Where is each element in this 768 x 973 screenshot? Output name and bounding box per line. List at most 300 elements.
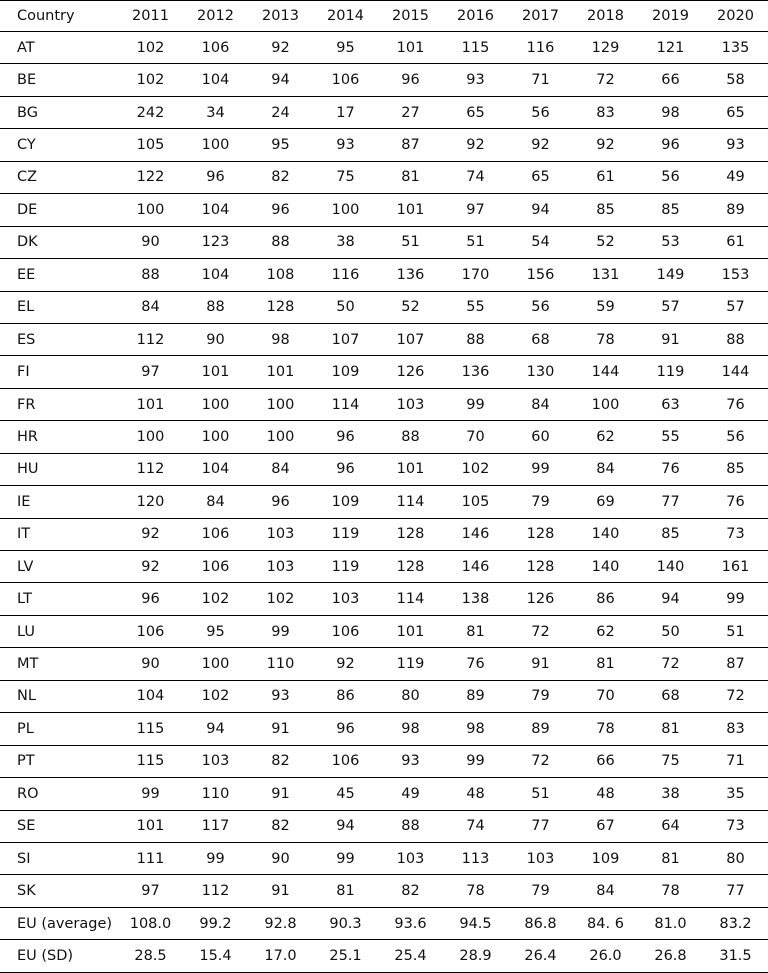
column-header-year: 2020 <box>717 8 754 24</box>
value-cell: 105 <box>136 137 165 154</box>
value-cell: 70 <box>596 688 615 705</box>
table-row <box>0 421 768 453</box>
value-cell: 82 <box>271 753 290 770</box>
value-cell: 95 <box>271 137 290 154</box>
value-cell: 153 <box>721 266 750 283</box>
value-cell: 101 <box>396 623 425 640</box>
value-cell: 75 <box>336 169 355 186</box>
value-cell: 98 <box>271 331 290 348</box>
table-row <box>0 486 768 518</box>
country-cell: SE <box>17 818 36 835</box>
value-cell: 79 <box>531 688 550 705</box>
value-cell: 52 <box>596 234 615 251</box>
value-cell: 84 <box>596 461 615 478</box>
value-cell: 92 <box>271 39 290 56</box>
value-cell: 102 <box>201 688 230 705</box>
value-cell: 103 <box>396 396 425 413</box>
value-cell: 90.3 <box>329 915 362 932</box>
table-row <box>0 259 768 291</box>
value-cell: 77 <box>531 818 550 835</box>
value-cell: 63 <box>661 396 680 413</box>
country-cell: ES <box>17 331 36 348</box>
value-cell: 50 <box>336 299 355 316</box>
value-cell: 101 <box>266 364 295 381</box>
value-cell: 97 <box>466 201 485 218</box>
value-cell: 112 <box>136 461 165 478</box>
value-cell: 91 <box>271 785 290 802</box>
value-cell: 70 <box>466 428 485 445</box>
value-cell: 116 <box>526 39 555 56</box>
country-cell: EE <box>17 266 36 283</box>
country-cell: IT <box>17 526 31 543</box>
table-row <box>0 518 768 550</box>
value-cell: 92 <box>336 656 355 673</box>
country-cell: IE <box>17 493 31 510</box>
value-cell: 89 <box>531 720 550 737</box>
country-cell: EL <box>17 299 35 316</box>
value-cell: 96 <box>336 720 355 737</box>
value-cell: 90 <box>141 656 160 673</box>
table-row <box>0 96 768 128</box>
value-cell: 90 <box>141 234 160 251</box>
value-cell: 26.0 <box>589 947 622 964</box>
value-cell: 108 <box>266 266 295 283</box>
value-cell: 144 <box>591 364 620 381</box>
value-cell: 51 <box>531 785 550 802</box>
value-cell: 94 <box>531 201 550 218</box>
value-cell: 119 <box>331 558 360 575</box>
value-cell: 96 <box>336 428 355 445</box>
value-cell: 72 <box>726 688 745 705</box>
table-row <box>0 356 768 388</box>
value-cell: 102 <box>136 39 165 56</box>
table-row <box>0 940 768 972</box>
table-row <box>0 842 768 874</box>
value-cell: 102 <box>136 72 165 89</box>
value-cell: 66 <box>596 753 615 770</box>
column-header-year: 2017 <box>522 8 559 24</box>
value-cell: 57 <box>661 299 680 316</box>
value-cell: 77 <box>726 883 745 900</box>
value-cell: 82 <box>271 818 290 835</box>
value-cell: 73 <box>726 526 745 543</box>
column-header-country: Country <box>17 8 75 24</box>
value-cell: 71 <box>726 753 745 770</box>
value-cell: 58 <box>726 72 745 89</box>
value-cell: 92 <box>141 526 160 543</box>
country-cell: EU (SD) <box>17 947 74 964</box>
value-cell: 56 <box>531 104 550 121</box>
country-cell: PL <box>17 720 34 737</box>
value-cell: 51 <box>466 234 485 251</box>
value-cell: 35 <box>726 785 745 802</box>
value-cell: 100 <box>266 428 295 445</box>
country-cell: CY <box>17 137 36 154</box>
value-cell: 123 <box>201 234 230 251</box>
value-cell: 109 <box>331 364 360 381</box>
value-cell: 69 <box>596 493 615 510</box>
value-cell: 94 <box>271 72 290 89</box>
value-cell: 84. 6 <box>587 915 624 932</box>
country-cell: EU (average) <box>17 915 113 932</box>
value-cell: 105 <box>461 493 490 510</box>
value-cell: 38 <box>661 785 680 802</box>
country-cell: DK <box>17 234 38 251</box>
value-cell: 108.0 <box>129 915 172 932</box>
value-cell: 103 <box>266 558 295 575</box>
value-cell: 79 <box>531 493 550 510</box>
value-cell: 100 <box>201 396 230 413</box>
value-cell: 93 <box>726 137 745 154</box>
value-cell: 31.5 <box>719 947 752 964</box>
value-cell: 98 <box>401 720 420 737</box>
value-cell: 59 <box>596 299 615 316</box>
value-cell: 52 <box>401 299 420 316</box>
value-cell: 27 <box>401 104 420 121</box>
value-cell: 96 <box>401 72 420 89</box>
value-cell: 138 <box>461 591 490 608</box>
value-cell: 130 <box>526 364 555 381</box>
value-cell: 76 <box>726 493 745 510</box>
value-cell: 100 <box>201 137 230 154</box>
value-cell: 81 <box>466 623 485 640</box>
value-cell: 51 <box>401 234 420 251</box>
value-cell: 73 <box>726 818 745 835</box>
country-cell: LT <box>17 591 32 608</box>
value-cell: 90 <box>271 850 290 867</box>
value-cell: 106 <box>136 623 165 640</box>
value-cell: 79 <box>531 883 550 900</box>
value-cell: 104 <box>201 201 230 218</box>
value-cell: 89 <box>466 688 485 705</box>
value-cell: 156 <box>526 266 555 283</box>
value-cell: 96 <box>336 461 355 478</box>
column-header-year: 2016 <box>457 8 494 24</box>
value-cell: 86 <box>336 688 355 705</box>
value-cell: 26.8 <box>654 947 687 964</box>
value-cell: 64 <box>661 818 680 835</box>
value-cell: 99 <box>466 753 485 770</box>
table-row <box>0 875 768 907</box>
value-cell: 100 <box>201 428 230 445</box>
value-cell: 106 <box>201 526 230 543</box>
value-cell: 97 <box>141 883 160 900</box>
value-cell: 56 <box>726 428 745 445</box>
value-cell: 93 <box>466 72 485 89</box>
value-cell: 98 <box>661 104 680 121</box>
value-cell: 65 <box>466 104 485 121</box>
column-header-year: 2018 <box>587 8 624 24</box>
value-cell: 100 <box>136 201 165 218</box>
value-cell: 87 <box>726 656 745 673</box>
value-cell: 74 <box>466 169 485 186</box>
value-cell: 88 <box>271 234 290 251</box>
value-cell: 96 <box>271 493 290 510</box>
value-cell: 74 <box>466 818 485 835</box>
value-cell: 95 <box>206 623 225 640</box>
value-cell: 101 <box>136 818 165 835</box>
value-cell: 128 <box>266 299 295 316</box>
value-cell: 93 <box>271 688 290 705</box>
value-cell: 93 <box>401 753 420 770</box>
value-cell: 98 <box>466 720 485 737</box>
value-cell: 78 <box>661 883 680 900</box>
value-cell: 93.6 <box>394 915 427 932</box>
value-cell: 119 <box>396 656 425 673</box>
value-cell: 112 <box>201 883 230 900</box>
country-cell: SK <box>17 883 36 900</box>
value-cell: 115 <box>461 39 490 56</box>
value-cell: 126 <box>396 364 425 381</box>
value-cell: 100 <box>136 428 165 445</box>
country-cell: FR <box>17 396 36 413</box>
value-cell: 128 <box>396 558 425 575</box>
value-cell: 102 <box>461 461 490 478</box>
value-cell: 146 <box>461 526 490 543</box>
value-cell: 51 <box>726 623 745 640</box>
value-cell: 104 <box>201 266 230 283</box>
country-cell: HU <box>17 461 39 478</box>
country-cell: SI <box>17 850 31 867</box>
value-cell: 102 <box>266 591 295 608</box>
value-cell: 103 <box>201 753 230 770</box>
value-cell: 101 <box>396 201 425 218</box>
value-cell: 68 <box>531 331 550 348</box>
value-cell: 60 <box>531 428 550 445</box>
value-cell: 88 <box>401 428 420 445</box>
value-cell: 54 <box>531 234 550 251</box>
value-cell: 103 <box>396 850 425 867</box>
value-cell: 68 <box>661 688 680 705</box>
country-cell: RO <box>17 785 39 802</box>
value-cell: 84 <box>596 883 615 900</box>
table-row <box>0 323 768 355</box>
value-cell: 106 <box>201 558 230 575</box>
value-cell: 83 <box>726 720 745 737</box>
value-cell: 242 <box>136 104 165 121</box>
value-cell: 92 <box>596 137 615 154</box>
value-cell: 129 <box>591 39 620 56</box>
value-cell: 131 <box>591 266 620 283</box>
value-cell: 75 <box>661 753 680 770</box>
value-cell: 102 <box>201 591 230 608</box>
value-cell: 83.2 <box>719 915 752 932</box>
value-cell: 126 <box>526 591 555 608</box>
value-cell: 128 <box>526 558 555 575</box>
table-row <box>0 713 768 745</box>
table-row <box>0 388 768 420</box>
value-cell: 84 <box>271 461 290 478</box>
value-cell: 92 <box>531 137 550 154</box>
value-cell: 93 <box>336 137 355 154</box>
value-cell: 92 <box>141 558 160 575</box>
value-cell: 96 <box>141 591 160 608</box>
value-cell: 17.0 <box>264 947 297 964</box>
value-cell: 38 <box>336 234 355 251</box>
value-cell: 25.4 <box>394 947 427 964</box>
value-cell: 88 <box>206 299 225 316</box>
value-cell: 78 <box>596 720 615 737</box>
value-cell: 82 <box>401 883 420 900</box>
table-row <box>0 453 768 485</box>
value-cell: 88 <box>141 266 160 283</box>
value-cell: 128 <box>396 526 425 543</box>
value-cell: 101 <box>201 364 230 381</box>
country-cell: MT <box>17 656 39 673</box>
value-cell: 99.2 <box>199 915 232 932</box>
value-cell: 107 <box>331 331 360 348</box>
value-cell: 106 <box>201 39 230 56</box>
value-cell: 99 <box>206 850 225 867</box>
value-cell: 77 <box>661 493 680 510</box>
value-cell: 140 <box>656 558 685 575</box>
value-cell: 80 <box>401 688 420 705</box>
value-cell: 121 <box>656 39 685 56</box>
value-cell: 114 <box>331 396 360 413</box>
table-row <box>0 32 768 64</box>
value-cell: 62 <box>596 623 615 640</box>
value-cell: 106 <box>331 72 360 89</box>
value-cell: 91 <box>531 656 550 673</box>
value-cell: 86 <box>596 591 615 608</box>
value-cell: 85 <box>596 201 615 218</box>
value-cell: 114 <box>396 493 425 510</box>
value-cell: 85 <box>661 201 680 218</box>
country-cell: BG <box>17 104 38 121</box>
value-cell: 114 <box>396 591 425 608</box>
value-cell: 92 <box>466 137 485 154</box>
value-cell: 50 <box>661 623 680 640</box>
column-header-year: 2012 <box>197 8 234 24</box>
value-cell: 99 <box>531 461 550 478</box>
value-cell: 110 <box>266 656 295 673</box>
value-cell: 122 <box>136 169 165 186</box>
country-cell: DE <box>17 201 38 218</box>
table-row <box>0 129 768 161</box>
table-row <box>0 551 768 583</box>
value-cell: 17 <box>336 104 355 121</box>
table-row <box>0 226 768 258</box>
country-cell: BE <box>17 72 37 89</box>
value-cell: 111 <box>136 850 165 867</box>
value-cell: 28.9 <box>459 947 492 964</box>
value-cell: 100 <box>266 396 295 413</box>
table-header <box>0 1 768 32</box>
value-cell: 83 <box>596 104 615 121</box>
value-cell: 115 <box>136 753 165 770</box>
value-cell: 88 <box>401 818 420 835</box>
value-cell: 94.5 <box>459 915 492 932</box>
table-row <box>0 810 768 842</box>
value-cell: 96 <box>661 137 680 154</box>
value-cell: 119 <box>331 526 360 543</box>
value-cell: 90 <box>206 331 225 348</box>
value-cell: 81 <box>336 883 355 900</box>
value-cell: 112 <box>136 331 165 348</box>
value-cell: 66 <box>661 72 680 89</box>
column-header-year: 2013 <box>262 8 299 24</box>
value-cell: 113 <box>461 850 490 867</box>
value-cell: 85 <box>661 526 680 543</box>
country-cell: HR <box>17 428 38 445</box>
value-cell: 94 <box>661 591 680 608</box>
table-row <box>0 778 768 810</box>
value-cell: 76 <box>466 656 485 673</box>
value-cell: 48 <box>466 785 485 802</box>
column-header-year: 2019 <box>652 8 689 24</box>
value-cell: 99 <box>726 591 745 608</box>
value-cell: 81 <box>401 169 420 186</box>
country-cell: FI <box>17 364 30 381</box>
value-cell: 65 <box>726 104 745 121</box>
country-cell: AT <box>17 39 35 56</box>
value-cell: 80 <box>726 850 745 867</box>
value-cell: 110 <box>201 785 230 802</box>
value-cell: 28.5 <box>134 947 167 964</box>
value-cell: 55 <box>661 428 680 445</box>
value-cell: 34 <box>206 104 225 121</box>
value-cell: 78 <box>466 883 485 900</box>
value-cell: 84 <box>141 299 160 316</box>
country-cell: LU <box>17 623 35 640</box>
value-cell: 57 <box>726 299 745 316</box>
value-cell: 56 <box>531 299 550 316</box>
value-cell: 119 <box>656 364 685 381</box>
table-row <box>0 648 768 680</box>
header-row <box>0 1 768 32</box>
value-cell: 89 <box>726 201 745 218</box>
value-cell: 106 <box>331 753 360 770</box>
value-cell: 76 <box>726 396 745 413</box>
value-cell: 78 <box>596 331 615 348</box>
value-cell: 135 <box>721 39 750 56</box>
value-cell: 117 <box>201 818 230 835</box>
value-cell: 149 <box>656 266 685 283</box>
value-cell: 144 <box>721 364 750 381</box>
value-cell: 100 <box>591 396 620 413</box>
value-cell: 103 <box>526 850 555 867</box>
value-cell: 146 <box>461 558 490 575</box>
value-cell: 161 <box>721 558 750 575</box>
value-cell: 84 <box>206 493 225 510</box>
value-cell: 100 <box>201 656 230 673</box>
value-cell: 116 <box>331 266 360 283</box>
value-cell: 170 <box>461 266 490 283</box>
value-cell: 104 <box>136 688 165 705</box>
value-cell: 107 <box>396 331 425 348</box>
value-cell: 140 <box>591 558 620 575</box>
value-cell: 106 <box>331 623 360 640</box>
value-cell: 136 <box>461 364 490 381</box>
value-cell: 128 <box>526 526 555 543</box>
value-cell: 82 <box>271 169 290 186</box>
country-cell: LV <box>17 558 34 575</box>
value-cell: 96 <box>206 169 225 186</box>
value-cell: 88 <box>466 331 485 348</box>
value-cell: 65 <box>531 169 550 186</box>
value-cell: 136 <box>396 266 425 283</box>
value-cell: 101 <box>136 396 165 413</box>
value-cell: 61 <box>596 169 615 186</box>
value-cell: 92.8 <box>264 915 297 932</box>
value-cell: 91 <box>271 720 290 737</box>
table-row <box>0 680 768 712</box>
value-cell: 94 <box>336 818 355 835</box>
value-cell: 91 <box>661 331 680 348</box>
value-cell: 86.8 <box>524 915 557 932</box>
value-cell: 95 <box>336 39 355 56</box>
value-cell: 140 <box>591 526 620 543</box>
